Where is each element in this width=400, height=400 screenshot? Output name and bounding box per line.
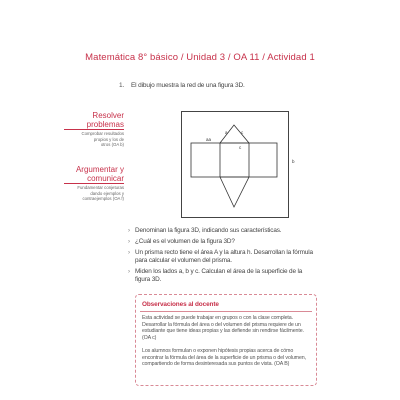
arrow-icon: › (128, 228, 130, 234)
skill-heading (76, 166, 124, 183)
arrow-icon: › (128, 268, 130, 275)
question-text: El dibujo muestra la red de una figura 3D. (131, 82, 245, 89)
label-c: c (241, 130, 244, 135)
page-title: Matemática 8° básico / Unidad 3 / OA 11 / Actividad 1 (85, 52, 315, 63)
skill-heading (87, 112, 124, 129)
teacher-note-divider (140, 311, 312, 312)
skill-heading-line: Argumentar y (75, 165, 124, 174)
teacher-note-paragraph: Los alumnos formulan o exponen hipótesis propias acerca de cómo encontrar la fórmula del área de la superficie de un prisma o del volumen, compartiendo de forma desinteresada sus puntos de vista. (OA B) (142, 348, 306, 368)
skill-heading-line: Resolver (92, 111, 124, 120)
skill-description (44, 131, 124, 148)
label-a: a (225, 130, 228, 135)
label-b: b (292, 159, 295, 164)
net-bottom-triangle (220, 177, 249, 207)
skill-description-line: Comprobar resultados (81, 131, 124, 136)
task-item (128, 249, 318, 265)
skill-description-line: otros (OA b) (100, 142, 124, 148)
task-list (128, 227, 318, 287)
teacher-note-paragraph: Esta actividad se puede trabajar en grupos o con la clase completa. Desarrollar la fórmula del área o del volumen del prisma requiere de un estudiante que tiene ideas propias y las defiende sin rendirse fácilmente. (OA c) (142, 315, 304, 342)
question-number: 1. (119, 82, 125, 89)
task-text: ¿Cuál es el volumen de la figura 3D? (135, 237, 235, 245)
skill-heading-line: problemas (86, 119, 124, 129)
skill-description (44, 185, 124, 202)
teacher-note-title: Observaciones al docente (142, 301, 219, 308)
label-c-inner: c (239, 145, 242, 150)
net-rectangle (191, 143, 277, 177)
skill-description-line: dando ejemplos y (90, 190, 124, 196)
task-item (128, 268, 318, 284)
arrow-icon: › (128, 249, 130, 256)
skill-description-line: contraejemplos (OA f) (82, 196, 124, 202)
skill-description-line: propios y los de (93, 136, 124, 142)
skill-description-line: Fundamentar conjeturas (77, 185, 124, 190)
task-item (128, 238, 318, 246)
sidebar-divider (64, 129, 124, 130)
task-text: Denominan la figura 3D, indicando sus características. (135, 227, 282, 234)
label-aa: aa (206, 137, 212, 142)
arrow-icon: › (128, 238, 130, 245)
task-text: Miden los lados a, b y c. Calculan el área de la superficie de la figura 3D. (135, 267, 303, 283)
task-text: Un prisma recto tiene el área A y la altura h. Desarrollan la fórmula para calcular el volumen del prisma. (135, 248, 313, 264)
skill-heading-line: comunicar (87, 173, 124, 183)
task-item (128, 227, 318, 235)
prism-net-diagram (181, 111, 295, 218)
sidebar-divider (64, 183, 124, 184)
